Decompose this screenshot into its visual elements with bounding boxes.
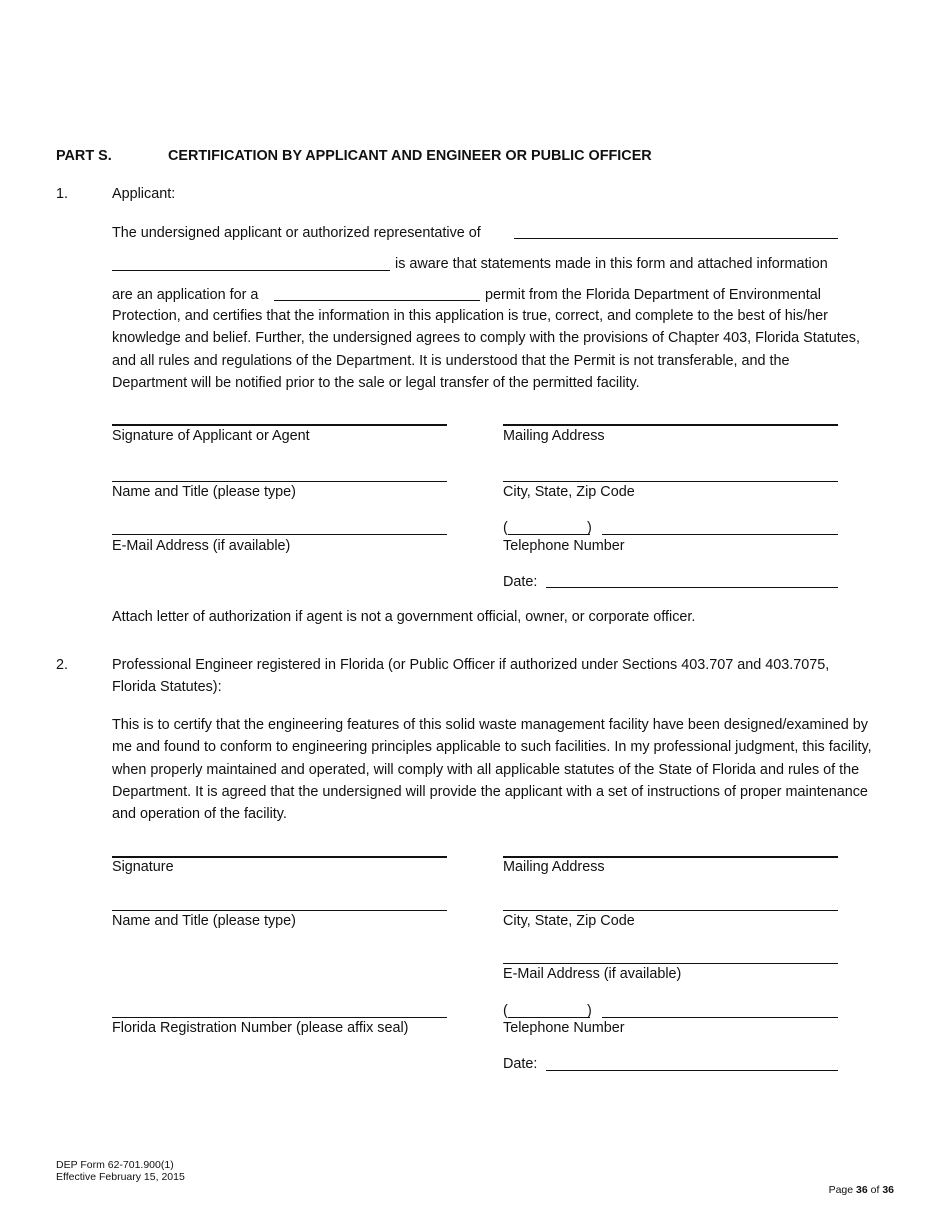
engineer-certification-paragraph: This is to certify that the engineering features of this solid waste management facility have been designed/examined by me and found to conform to engineering principles applicable to such facilities. In my professional judgment, this facility, when properly maintained and operated, will comply with all applicable statutes of the State of Florida and rules of the Department. It is agreed that the undersigned will provide the applicant with a set of instructions of proper maintenance and operation of the facility. — [112, 717, 872, 823]
engineer-date-label: Date: — [503, 1056, 538, 1072]
section2-heading: Professional Engineer registered in Florida (or Public Officer if authorized under Sections 403.707 and 403.7075, Florida Statutes): — [112, 657, 830, 696]
part-label: PART S. — [56, 148, 112, 164]
page-current: 36 — [856, 1184, 868, 1196]
applicant-phone-open-paren: ( — [503, 520, 508, 536]
applicant-phone-label: Telephone Number — [503, 538, 625, 554]
engineer-email-label: E-Mail Address (if available) — [503, 966, 682, 982]
applicant-intro-text: The undersigned applicant or authorized representative of — [112, 225, 481, 241]
page-prefix: Page — [828, 1184, 854, 1196]
engineer-date-line[interactable] — [546, 1070, 838, 1071]
applicant-date-line[interactable] — [546, 587, 838, 588]
application-pre-text: are an application for a — [112, 287, 259, 303]
engineer-registration-label: Florida Registration Number (please affix seal) — [112, 1020, 409, 1036]
applicant-mailing-label: Mailing Address — [503, 428, 605, 444]
applicant-name-label: Name and Title (please type) — [112, 484, 296, 500]
engineer-phone-line[interactable] — [602, 1017, 838, 1018]
certification-paragraph: Protection, and certifies that the information in this application is true, correct, and complete to the best of his/her knowledge and belief. Further, the undersigned agrees to comply with the provisions of Chapter 403, Florida Statutes, and all rules and regulations of the Department. It is understood that the Permit is not transferable, and the Department will be notified prior to the sale or legal transfer of the permitted facility. — [112, 308, 860, 391]
applicant-phone-line[interactable] — [602, 534, 838, 535]
applicant-city-label: City, State, Zip Code — [503, 484, 635, 500]
applicant-email-line[interactable] — [112, 534, 447, 535]
engineer-signature-label: Signature — [112, 859, 174, 875]
page-of: of — [870, 1184, 880, 1196]
page-number — [829, 1184, 894, 1196]
engineer-city-label: City, State, Zip Code — [503, 913, 635, 929]
engineer-phone-label: Telephone Number — [503, 1020, 625, 1036]
organization-name-continued-line[interactable] — [112, 270, 390, 271]
effective-date: Effective February 15, 2015 — [56, 1171, 185, 1183]
part-title: CERTIFICATION BY APPLICANT AND ENGINEER OR PUBLIC OFFICER — [168, 148, 652, 164]
applicant-signature-label: Signature of Applicant or Agent — [112, 428, 310, 444]
engineer-mailing-label: Mailing Address — [503, 859, 605, 875]
form-number: DEP Form 62-701.900(1) — [56, 1159, 174, 1171]
applicant-area-code-line[interactable] — [508, 534, 590, 535]
application-post-text: permit from the Florida Department of Environmental — [485, 287, 821, 303]
applicant-phone-close-paren: ) — [587, 520, 592, 536]
awareness-text: is aware that statements made in this form and attached information — [395, 256, 828, 272]
authorization-note: Attach letter of authorization if agent is not a government official, owner, or corporate officer. — [112, 609, 696, 625]
engineer-name-label: Name and Title (please type) — [112, 913, 296, 929]
section1-number: 1. — [56, 186, 69, 202]
section1-heading: Applicant: — [112, 186, 176, 202]
section2-number: 2. — [56, 657, 69, 673]
permit-type-field-line[interactable] — [274, 300, 480, 301]
applicant-email-label: E-Mail Address (if available) — [112, 538, 291, 554]
engineer-phone-open-paren: ( — [503, 1003, 508, 1019]
page-total: 36 — [882, 1184, 894, 1196]
organization-name-field-line[interactable] — [514, 238, 838, 239]
applicant-date-label: Date: — [503, 574, 538, 590]
engineer-phone-close-paren: ) — [587, 1003, 592, 1019]
